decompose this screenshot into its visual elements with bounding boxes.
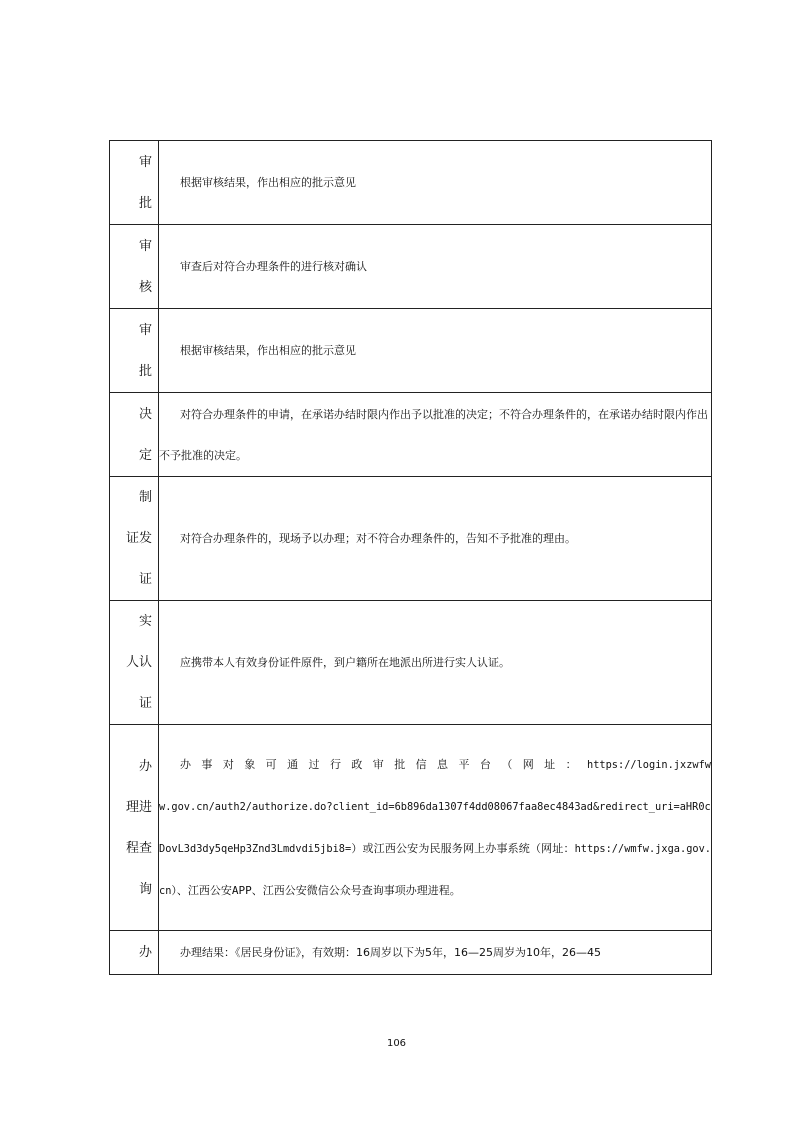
platform-url-link[interactable]: https://login.jxzwfww.gov.cn/auth2/authorize.do?client_id=6b896da1307f4dd08067faa8ec4843ad&redirect_uri=aHR0cDovL3d3dy5qeHp3Znd3Lmdvdi5jbi8=	[159, 758, 711, 855]
page-number: 106	[386, 1038, 407, 1049]
label-line: 定	[138, 447, 152, 463]
row-content	[159, 725, 712, 931]
label-line: 证	[138, 696, 152, 711]
row-content	[159, 393, 712, 477]
table-row	[110, 931, 712, 975]
row-content	[159, 309, 712, 393]
label-line: 审	[138, 238, 152, 254]
row-content	[159, 601, 712, 725]
row-label	[110, 309, 159, 393]
label-line: 批	[138, 195, 152, 211]
label-line: 证	[138, 572, 152, 587]
text-segment: ）或江西公安为民服务网上办事系统（网址：	[351, 841, 575, 855]
row-content	[159, 477, 712, 601]
label-line: 审	[138, 322, 152, 338]
label-line: 核	[138, 279, 152, 295]
row-text	[159, 744, 711, 912]
row-label	[110, 393, 159, 477]
table-row	[110, 393, 712, 477]
label-line: 决	[138, 406, 152, 422]
table-row	[110, 309, 712, 393]
label-line: 实	[138, 614, 152, 629]
row-label	[110, 725, 159, 931]
row-text: 应携带本人有效身份证件原件，到户籍所在地派出所进行实人认证。	[180, 656, 510, 669]
label-line: 办	[138, 758, 152, 774]
label-line: 程查	[125, 840, 152, 856]
row-text: 办理结果：《居民身份证》，有效期：16周岁以下为5年，16—25周岁为10年，26—45	[180, 946, 601, 959]
text-segment: ）、江西公安	[171, 883, 232, 897]
label-line: 审	[138, 154, 152, 170]
row-text: 根据审核结果，作出相应的批示意见	[180, 175, 356, 189]
row-content	[159, 141, 712, 225]
police-service-url-link[interactable]: https://wmfw.jxga.gov.cn	[159, 842, 711, 897]
row-text: 根据审核结果，作出相应的批示意见	[180, 343, 356, 357]
text-segment: 、江西公安微信公众号查询事项办理进程。	[251, 883, 461, 897]
table-row	[110, 141, 712, 225]
text-segment: 办事对象可通过行政审批信息平台（网址：	[180, 757, 587, 771]
label-line: 证发	[125, 531, 152, 546]
label-line: 询	[138, 881, 152, 897]
row-label	[110, 477, 159, 601]
row-content	[159, 931, 712, 975]
table-row	[110, 725, 712, 931]
label-line: 批	[138, 363, 152, 379]
table-row	[110, 225, 712, 309]
row-text: 对符合办理条件的申请，在承诺办结时限内作出予以批准的决定；不符合办理条件的，在承诺办结时限内作出不予批准的决定。	[159, 407, 708, 462]
process-table	[109, 140, 712, 975]
label-line: 制	[138, 490, 152, 505]
text-segment: APP	[231, 883, 252, 897]
row-text: 对符合办理条件的，现场予以办理；对不符合办理条件的，告知不予批准的理由。	[180, 532, 576, 545]
row-label	[110, 141, 159, 225]
row-label	[110, 931, 159, 975]
label-line: 理进	[125, 799, 152, 815]
row-label	[110, 225, 159, 309]
label-line: 办	[138, 945, 152, 960]
row-text: 审查后对符合办理条件的进行核对确认	[180, 259, 367, 273]
row-content	[159, 225, 712, 309]
table-row	[110, 477, 712, 601]
table-row	[110, 601, 712, 725]
label-line: 人认	[125, 655, 152, 670]
row-label	[110, 601, 159, 725]
